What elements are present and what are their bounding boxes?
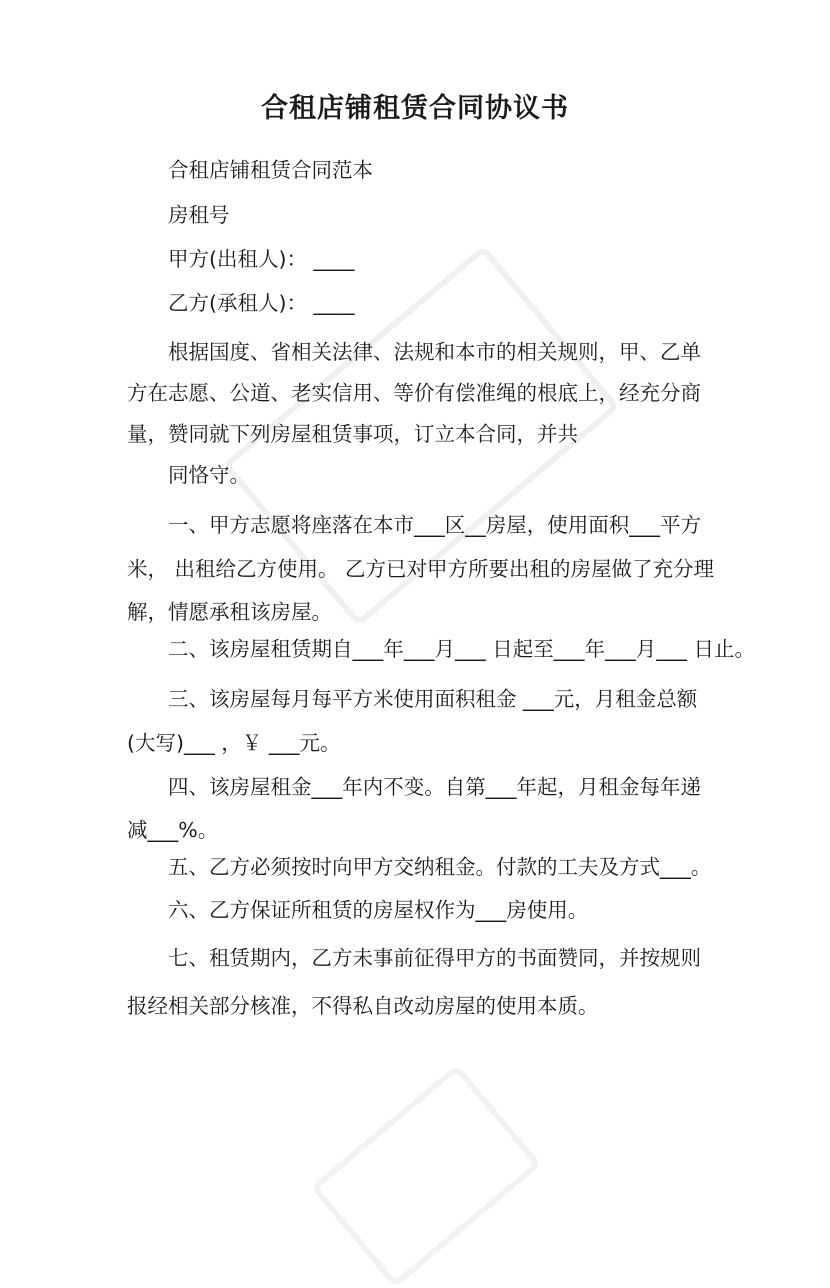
preamble-line: 根据国度、省相关法律、法规和本市的相关规则，甲、乙单 [168, 340, 701, 364]
clause-3-line: 三、该房屋每月每平方米使用面积租金 ___元，月租金总额 [168, 687, 698, 711]
document-title: 合租店铺租赁合同协议书 [261, 93, 569, 124]
party-b-line: 乙方(承租人)： ____ [168, 291, 355, 315]
clause-3-line: (大写)___ ，￥ ___元。 [127, 731, 341, 755]
preamble-line: 量，赞同就下列房屋租赁事项，订立本合同，并共 [127, 422, 578, 446]
clause-1-line: 解，情愿承租该房屋。 [127, 600, 332, 624]
preamble-line: 同恪守。 [168, 463, 250, 487]
party-a-line: 甲方(出租人)： ____ [168, 247, 355, 271]
clause-6-line: 六、乙方保证所租赁的房屋权作为___房使用。 [168, 898, 589, 922]
preamble-line: 方在志愿、公道、老实信用、等价有偿准绳的根底上，经充分商 [127, 381, 701, 405]
clause-4-line: 四、该房屋租金___年内不变。自第___年起，月租金每年递 [168, 775, 701, 799]
watermark-logo [310, 1064, 542, 1288]
clause-5-line: 五、乙方必须按时向甲方交纳租金。付款的工夫及方式___。 [168, 855, 712, 879]
clause-2-line: 二、该房屋租赁期自___年___月___ 日起至___年___月___ 日止。 [168, 637, 756, 661]
clause-1-line: 一、甲方志愿将座落在本市___区__房屋，使用面积___平方 [168, 513, 701, 537]
clause-1-line: 米， 出租给乙方使用。 乙方已对甲方所要出租的房屋做了充分理 [127, 557, 715, 581]
clause-7-line: 报经相关部分核准，不得私自改动房屋的使用本质。 [127, 994, 599, 1018]
document-subtitle: 合租店铺租赁合同范本 [168, 158, 373, 182]
clause-7-line: 七、租赁期内，乙方未事前征得甲方的书面赞同，并按规则 [168, 946, 701, 970]
clause-4-line: 减___%。 [127, 818, 219, 842]
contract-number-label: 房租号 [168, 203, 230, 227]
